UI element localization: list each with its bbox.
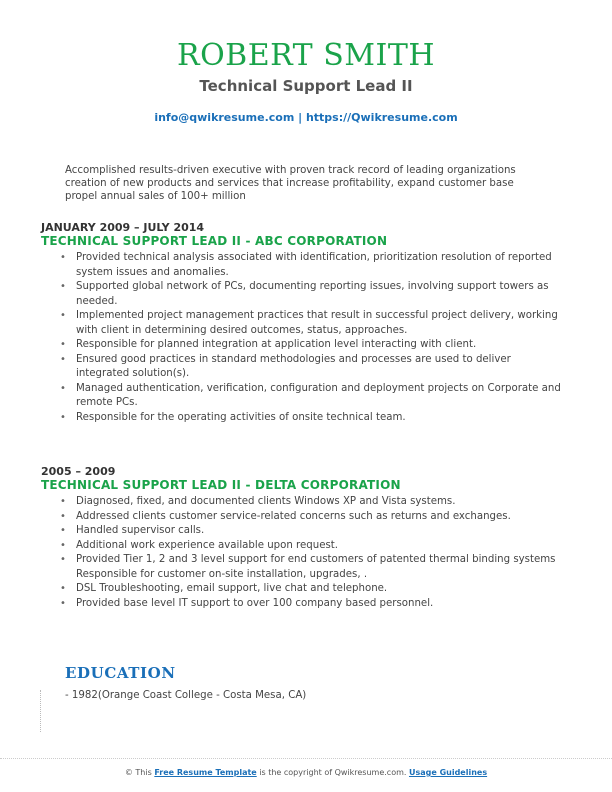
experience-entry-2 (41, 465, 561, 611)
bullet-item: • Supported global network of PCs, documenting reporting issues, involving support towers as needed. (41, 280, 561, 309)
job-heading: TECHNICAL SUPPORT LEAD II - DELTA CORPORATION (41, 478, 401, 492)
bullet-item: • Provided base level IT support to over 100 company based personnel. (41, 597, 561, 612)
job-heading: TECHNICAL SUPPORT LEAD II - ABC CORPORATION (41, 234, 388, 248)
contact-links[interactable]: info@qwikresume.com | https://Qwikresume.com (154, 111, 458, 124)
job-bullets (41, 495, 561, 611)
education-divider (40, 690, 42, 732)
bullet-item: • Provided Tier 1, 2 and 3 level support for end customers of patented thermal binding systems Responsible for customer on-site installation, upgrades, . (41, 553, 561, 582)
bullet-item: • Implemented project management practices that result in successful project delivery, working with client in determining desired outcomes, status, approaches. (41, 309, 561, 338)
candidate-name: ROBERT SMITH (176, 38, 436, 73)
footer-prefix: © This (124, 768, 152, 777)
footer (0, 768, 612, 777)
job-bullets (41, 251, 561, 425)
education-item: - 1982(Orange Coast College - Costa Mesa, CA) (65, 690, 307, 701)
bullet-item: • Responsible for planned integration at application level interacting with client. (41, 338, 561, 353)
job-dates: JANUARY 2009 – JULY 2014 (41, 221, 205, 234)
summary-paragraph: Accomplished results-driven executive with proven track record of leading organizations creation of new products and services that increase profitability, expand customer base propel annual sales of 100+ million (65, 165, 516, 202)
bullet-item: • Provided technical analysis associated with identification, prioritization resolution of reported system issues and anomalies. (41, 251, 561, 280)
job-title: Technical Support Lead II (199, 77, 413, 95)
free-resume-template-link[interactable]: Free Resume Template (154, 768, 257, 777)
experience-entry-1 (41, 221, 561, 425)
usage-guidelines-link[interactable]: Usage Guidelines (408, 768, 488, 777)
bullet-item: • Additional work experience available upon request. (41, 539, 561, 554)
footer-middle: is the copyright of Qwikresume.com. (259, 768, 407, 777)
footer-divider (0, 758, 612, 759)
bullet-item: • Managed authentication, verification, configuration and deployment projects on Corporate and remote PCs. (41, 382, 561, 411)
bullet-item: • Responsible for the operating activities of onsite technical team. (41, 411, 561, 426)
education-heading: EDUCATION (65, 664, 176, 682)
bullet-item: • Diagnosed, fixed, and documented clients Windows XP and Vista systems. (41, 495, 561, 510)
bullet-item: • Ensured good practices in standard methodologies and processes are used to deliver integrated solution(s). (41, 353, 561, 382)
bullet-item: • Handled supervisor calls. (41, 524, 561, 539)
job-dates: 2005 – 2009 (41, 465, 116, 478)
bullet-item: • DSL Troubleshooting, email support, live chat and telephone. (41, 582, 561, 597)
bullet-item: • Addressed clients customer service-related concerns such as returns and exchanges. (41, 510, 561, 525)
